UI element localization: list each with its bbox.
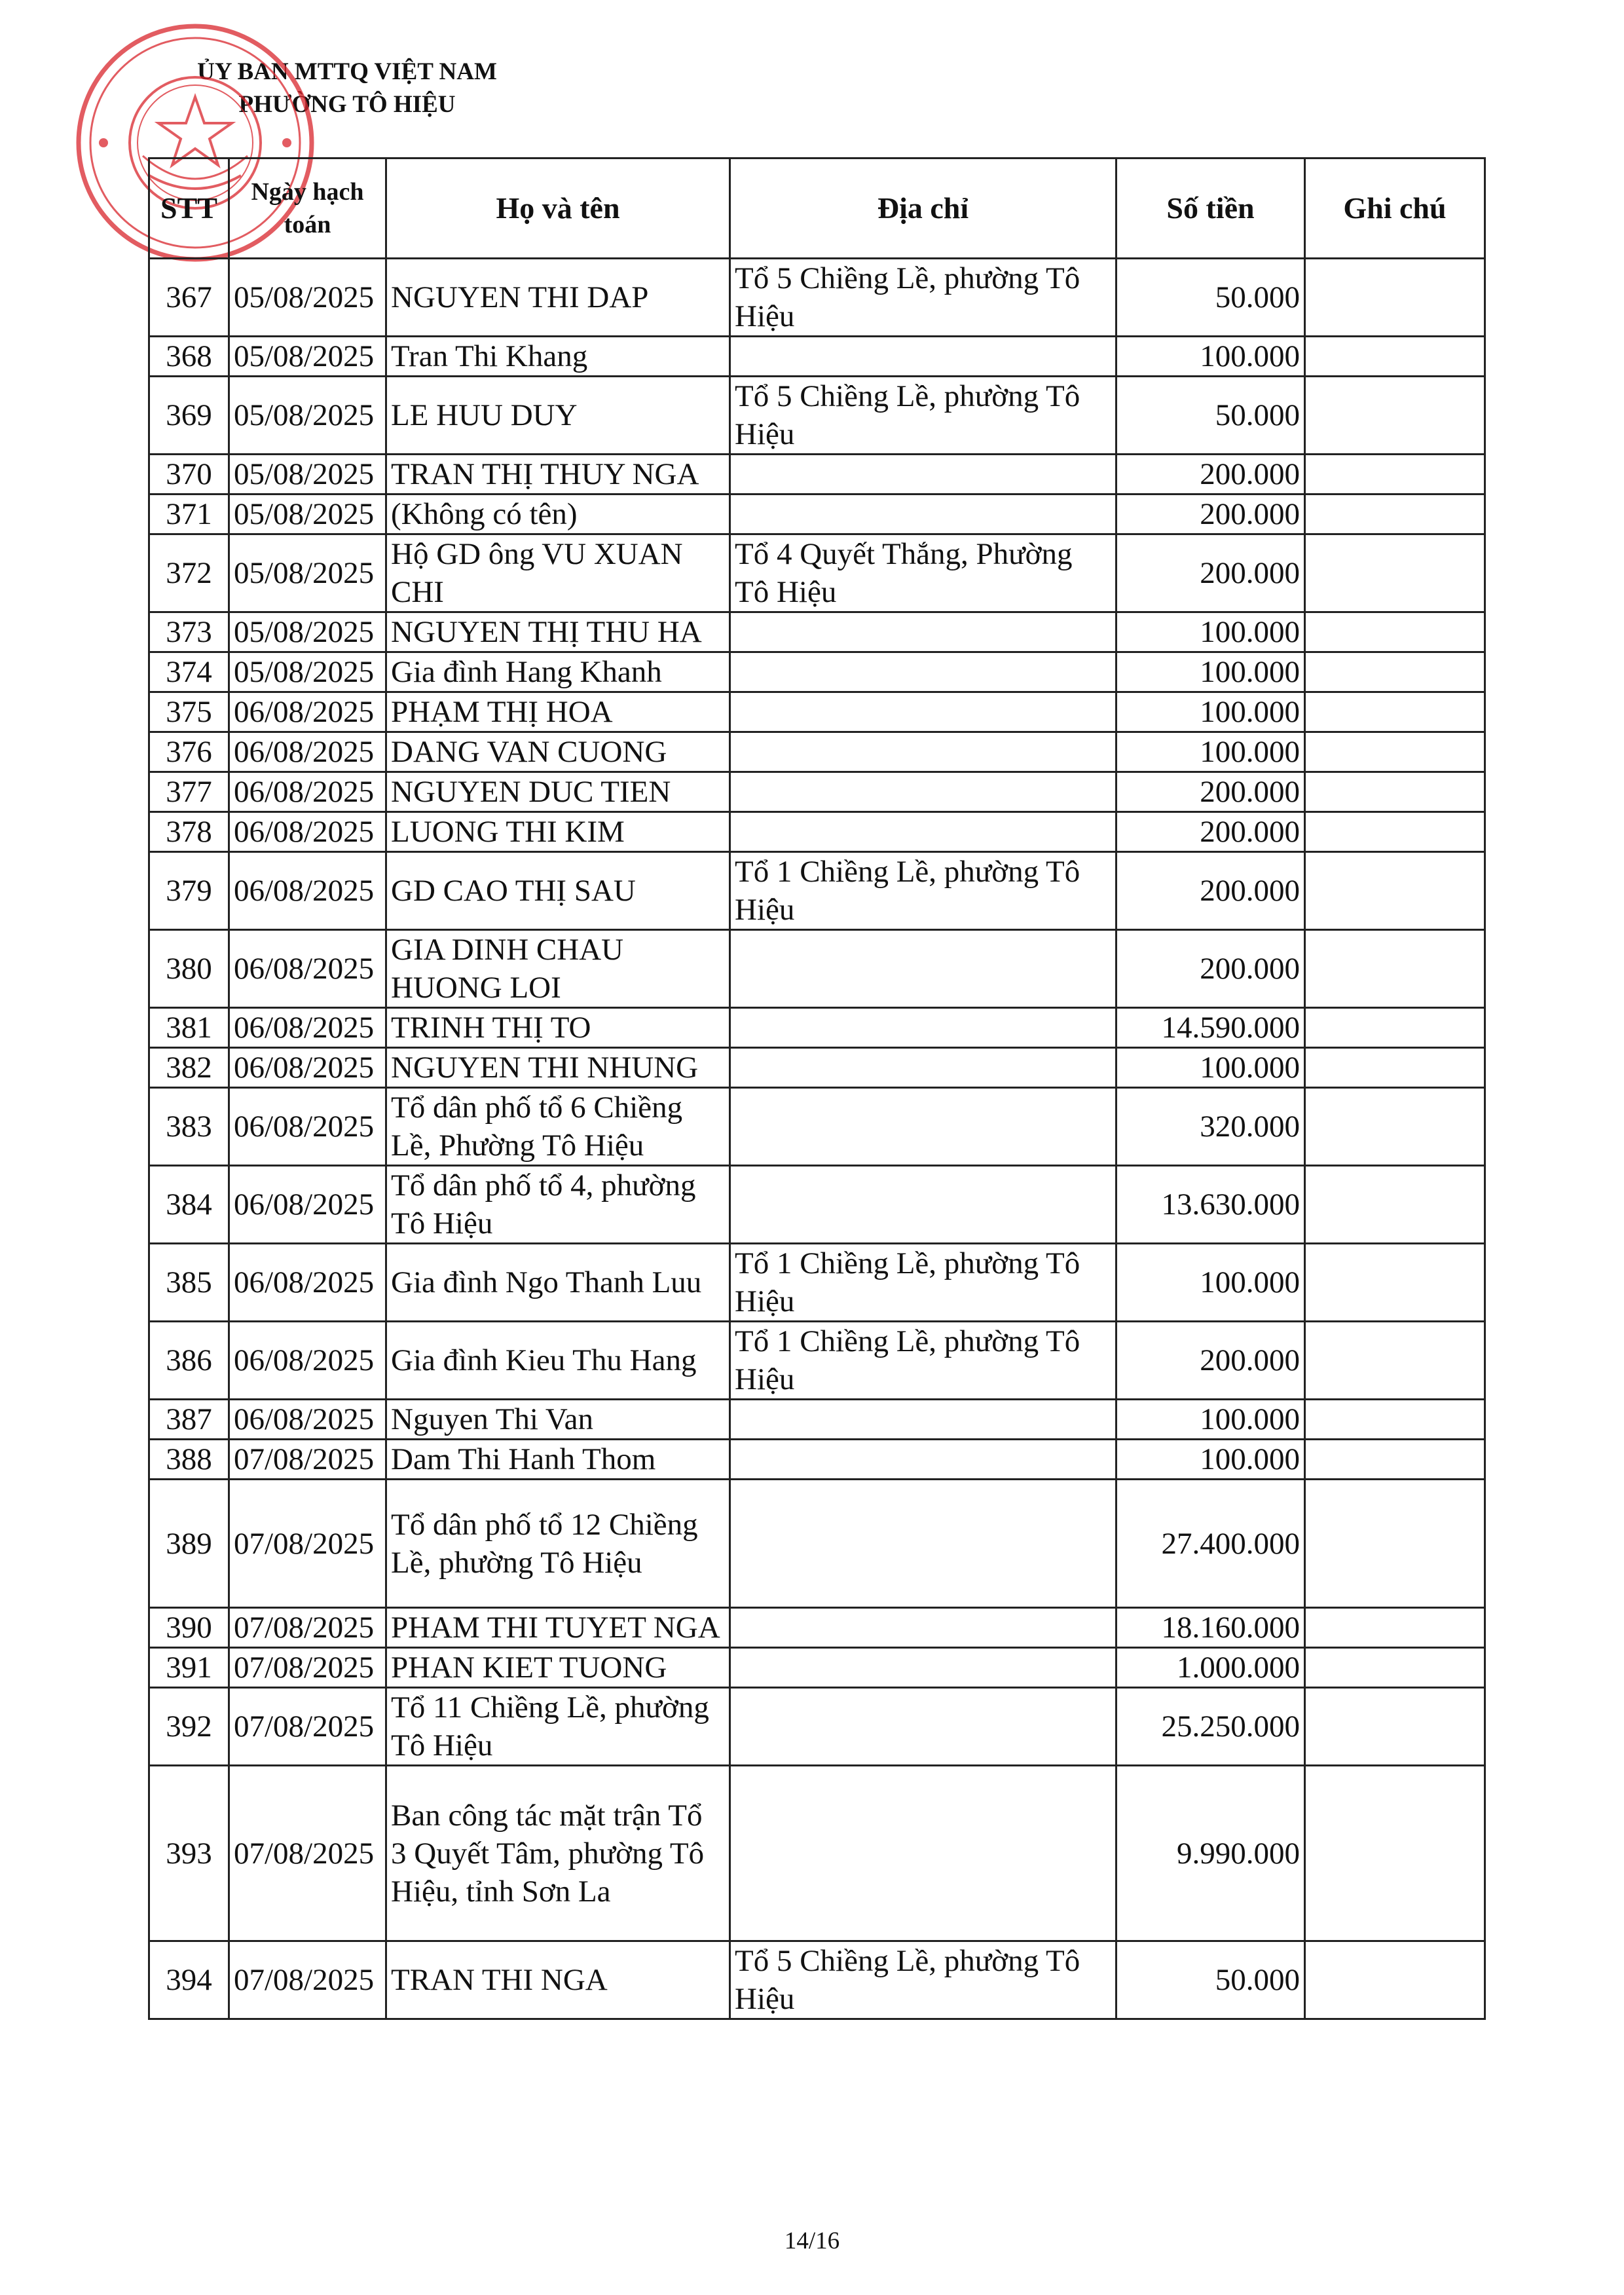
- date-cell: 05/08/2025: [229, 455, 386, 494]
- note-cell: [1305, 1480, 1485, 1608]
- table-row: [149, 612, 1485, 652]
- date-cell: 05/08/2025: [229, 652, 386, 692]
- address-cell: [730, 1048, 1116, 1088]
- date-cell: 07/08/2025: [229, 1688, 386, 1766]
- stt-cell: 388: [149, 1440, 229, 1480]
- name-cell: Ban công tác mặt trận Tổ 3 Quyết Tâm, phường Tô Hiệu, tỉnh Sơn La: [386, 1766, 730, 1941]
- amount-cell: 200.000: [1116, 812, 1305, 852]
- stt-cell: 392: [149, 1688, 229, 1766]
- address-cell: [730, 1008, 1116, 1048]
- column-header-date: Ngày hạch toán: [229, 159, 386, 259]
- address-cell: [730, 1688, 1116, 1766]
- column-header-amount: Số tiền: [1116, 159, 1305, 259]
- address-cell: [730, 1608, 1116, 1648]
- table-row: [149, 1244, 1485, 1322]
- amount-cell: 50.000: [1116, 259, 1305, 337]
- stt-cell: 370: [149, 455, 229, 494]
- table-row: [149, 1941, 1485, 2019]
- amount-cell: 50.000: [1116, 377, 1305, 455]
- stt-cell: 391: [149, 1648, 229, 1688]
- stt-cell: 367: [149, 259, 229, 337]
- date-cell: 06/08/2025: [229, 732, 386, 772]
- column-header-name: Họ và tên: [386, 159, 730, 259]
- note-cell: [1305, 1048, 1485, 1088]
- amount-cell: 100.000: [1116, 1244, 1305, 1322]
- date-cell: 07/08/2025: [229, 1766, 386, 1941]
- name-cell: Tổ dân phố tổ 4, phường Tô Hiệu: [386, 1166, 730, 1244]
- name-cell: TRINH THỊ TO: [386, 1008, 730, 1048]
- note-cell: [1305, 1166, 1485, 1244]
- date-cell: 06/08/2025: [229, 1008, 386, 1048]
- address-cell: [730, 1400, 1116, 1440]
- table-row: [149, 652, 1485, 692]
- amount-cell: 200.000: [1116, 1322, 1305, 1400]
- stt-cell: 378: [149, 812, 229, 852]
- amount-cell: 100.000: [1116, 1048, 1305, 1088]
- address-cell: [730, 1480, 1116, 1608]
- date-cell: 06/08/2025: [229, 1048, 386, 1088]
- stt-cell: 375: [149, 692, 229, 732]
- stt-cell: 368: [149, 337, 229, 377]
- table-row: [149, 812, 1485, 852]
- address-cell: [730, 494, 1116, 534]
- name-cell: NGUYEN THI DAP: [386, 259, 730, 337]
- name-cell: PHAM THI TUYET NGA: [386, 1608, 730, 1648]
- address-cell: [730, 1648, 1116, 1688]
- amount-cell: 100.000: [1116, 1400, 1305, 1440]
- table-row: [149, 852, 1485, 930]
- amount-cell: 100.000: [1116, 1440, 1305, 1480]
- name-cell: DANG VAN CUONG: [386, 732, 730, 772]
- name-cell: Gia đình Ngo Thanh Luu: [386, 1244, 730, 1322]
- stt-cell: 383: [149, 1088, 229, 1166]
- amount-cell: 27.400.000: [1116, 1480, 1305, 1608]
- address-cell: Tổ 4 Quyết Thắng, Phường Tô Hiệu: [730, 534, 1116, 612]
- address-cell: [730, 1440, 1116, 1480]
- amount-cell: 320.000: [1116, 1088, 1305, 1166]
- stt-cell: 384: [149, 1166, 229, 1244]
- date-cell: 06/08/2025: [229, 772, 386, 812]
- address-cell: [730, 1766, 1116, 1941]
- name-cell: GD CAO THỊ SAU: [386, 852, 730, 930]
- table-header-row: [149, 159, 1485, 259]
- note-cell: [1305, 377, 1485, 455]
- note-cell: [1305, 612, 1485, 652]
- stt-cell: 385: [149, 1244, 229, 1322]
- address-cell: Tổ 1 Chiềng Lề, phường Tô Hiệu: [730, 1322, 1116, 1400]
- name-cell: PHẠM THỊ HOA: [386, 692, 730, 732]
- date-cell: 05/08/2025: [229, 259, 386, 337]
- date-cell: 05/08/2025: [229, 337, 386, 377]
- table-row: [149, 1400, 1485, 1440]
- date-cell: 05/08/2025: [229, 494, 386, 534]
- column-header-stt: STT: [149, 159, 229, 259]
- address-cell: Tổ 1 Chiềng Lề, phường Tô Hiệu: [730, 1244, 1116, 1322]
- note-cell: [1305, 1088, 1485, 1166]
- address-cell: [730, 455, 1116, 494]
- note-cell: [1305, 1766, 1485, 1941]
- note-cell: [1305, 852, 1485, 930]
- table-row: [149, 534, 1485, 612]
- table-row: [149, 930, 1485, 1008]
- stt-cell: 376: [149, 732, 229, 772]
- amount-cell: 200.000: [1116, 455, 1305, 494]
- stt-cell: 377: [149, 772, 229, 812]
- name-cell: Gia đình Hang Khanh: [386, 652, 730, 692]
- stt-cell: 369: [149, 377, 229, 455]
- table-row: [149, 1766, 1485, 1941]
- stt-cell: 374: [149, 652, 229, 692]
- name-cell: Hộ GD ông VU XUAN CHI: [386, 534, 730, 612]
- name-cell: NGUYEN THỊ THU HA: [386, 612, 730, 652]
- address-cell: Tổ 5 Chiềng Lề, phường Tô Hiệu: [730, 259, 1116, 337]
- stt-cell: 390: [149, 1608, 229, 1648]
- date-cell: 05/08/2025: [229, 377, 386, 455]
- note-cell: [1305, 259, 1485, 337]
- table-row: [149, 772, 1485, 812]
- amount-cell: 100.000: [1116, 612, 1305, 652]
- amount-cell: 100.000: [1116, 652, 1305, 692]
- stt-cell: 379: [149, 852, 229, 930]
- amount-cell: 200.000: [1116, 534, 1305, 612]
- address-cell: [730, 772, 1116, 812]
- stt-cell: 393: [149, 1766, 229, 1941]
- note-cell: [1305, 534, 1485, 612]
- amount-cell: 14.590.000: [1116, 1008, 1305, 1048]
- note-cell: [1305, 1244, 1485, 1322]
- note-cell: [1305, 1608, 1485, 1648]
- page-number: 14/16: [784, 2228, 840, 2254]
- table-row: [149, 1322, 1485, 1400]
- note-cell: [1305, 1440, 1485, 1480]
- address-cell: [730, 337, 1116, 377]
- date-cell: 05/08/2025: [229, 612, 386, 652]
- table-row: [149, 1048, 1485, 1088]
- column-header-address: Địa chỉ: [730, 159, 1116, 259]
- stt-cell: 394: [149, 1941, 229, 2019]
- name-cell: (Không có tên): [386, 494, 730, 534]
- amount-cell: 9.990.000: [1116, 1766, 1305, 1941]
- date-cell: 06/08/2025: [229, 1244, 386, 1322]
- table-row: [149, 377, 1485, 455]
- name-cell: PHAN KIET TUONG: [386, 1648, 730, 1688]
- org-name: ỦY BAN MTTQ VIỆT NAM: [197, 58, 497, 85]
- table-row: [149, 1608, 1485, 1648]
- amount-cell: 50.000: [1116, 1941, 1305, 2019]
- name-cell: NGUYEN DUC TIEN: [386, 772, 730, 812]
- table-row: [149, 692, 1485, 732]
- stt-cell: 381: [149, 1008, 229, 1048]
- stt-cell: 380: [149, 930, 229, 1008]
- date-cell: 05/08/2025: [229, 534, 386, 612]
- address-cell: [730, 1166, 1116, 1244]
- table-row: [149, 732, 1485, 772]
- date-cell: 06/08/2025: [229, 1400, 386, 1440]
- address-cell: [730, 812, 1116, 852]
- table-row: [149, 1648, 1485, 1688]
- stt-cell: 389: [149, 1480, 229, 1608]
- table-row: [149, 1088, 1485, 1166]
- name-cell: Dam Thi Hanh Thom: [386, 1440, 730, 1480]
- table-body: [149, 259, 1485, 2019]
- date-cell: 07/08/2025: [229, 1480, 386, 1608]
- name-cell: Tổ 11 Chiềng Lề, phường Tô Hiệu: [386, 1688, 730, 1766]
- note-cell: [1305, 732, 1485, 772]
- note-cell: [1305, 494, 1485, 534]
- date-cell: 06/08/2025: [229, 1166, 386, 1244]
- name-cell: LE HUU DUY: [386, 377, 730, 455]
- unit-name: PHƯỜNG TÔ HIỆU: [238, 91, 456, 118]
- address-cell: [730, 930, 1116, 1008]
- amount-cell: 100.000: [1116, 337, 1305, 377]
- amount-cell: 100.000: [1116, 692, 1305, 732]
- note-cell: [1305, 812, 1485, 852]
- name-cell: Tổ dân phố tổ 6 Chiềng Lề, Phường Tô Hiệu: [386, 1088, 730, 1166]
- date-cell: 06/08/2025: [229, 1322, 386, 1400]
- date-cell: 07/08/2025: [229, 1608, 386, 1648]
- amount-cell: 200.000: [1116, 772, 1305, 812]
- stt-cell: 371: [149, 494, 229, 534]
- name-cell: Tổ dân phố tổ 12 Chiềng Lề, phường Tô Hiệu: [386, 1480, 730, 1608]
- date-cell: 06/08/2025: [229, 812, 386, 852]
- amount-cell: 13.630.000: [1116, 1166, 1305, 1244]
- name-cell: TRAN THI NGA: [386, 1941, 730, 2019]
- amount-cell: 200.000: [1116, 852, 1305, 930]
- date-cell: 06/08/2025: [229, 692, 386, 732]
- amount-cell: 100.000: [1116, 732, 1305, 772]
- name-cell: LUONG THI KIM: [386, 812, 730, 852]
- note-cell: [1305, 772, 1485, 812]
- table-row: [149, 1008, 1485, 1048]
- stt-cell: 387: [149, 1400, 229, 1440]
- stt-cell: 373: [149, 612, 229, 652]
- amount-cell: 200.000: [1116, 930, 1305, 1008]
- note-cell: [1305, 337, 1485, 377]
- note-cell: [1305, 1008, 1485, 1048]
- donation-ledger-table: [148, 157, 1486, 2020]
- table-row: [149, 1688, 1485, 1766]
- table-row: [149, 337, 1485, 377]
- address-cell: [730, 612, 1116, 652]
- note-cell: [1305, 1322, 1485, 1400]
- note-cell: [1305, 1688, 1485, 1766]
- note-cell: [1305, 1400, 1485, 1440]
- address-cell: [730, 692, 1116, 732]
- note-cell: [1305, 1941, 1485, 2019]
- date-cell: 06/08/2025: [229, 930, 386, 1008]
- date-cell: 06/08/2025: [229, 1088, 386, 1166]
- note-cell: [1305, 692, 1485, 732]
- stt-cell: 372: [149, 534, 229, 612]
- stt-cell: 382: [149, 1048, 229, 1088]
- date-cell: 07/08/2025: [229, 1941, 386, 2019]
- note-cell: [1305, 1648, 1485, 1688]
- date-cell: 07/08/2025: [229, 1440, 386, 1480]
- address-cell: Tổ 5 Chiềng Lề, phường Tô Hiệu: [730, 377, 1116, 455]
- table-row: [149, 1480, 1485, 1608]
- amount-cell: 1.000.000: [1116, 1648, 1305, 1688]
- date-cell: 06/08/2025: [229, 852, 386, 930]
- name-cell: Nguyen Thi Van: [386, 1400, 730, 1440]
- address-cell: Tổ 1 Chiềng Lề, phường Tô Hiệu: [730, 852, 1116, 930]
- date-cell: 07/08/2025: [229, 1648, 386, 1688]
- name-cell: Tran Thi Khang: [386, 337, 730, 377]
- table-row: [149, 1166, 1485, 1244]
- column-header-note: Ghi chú: [1305, 159, 1485, 259]
- stt-cell: 386: [149, 1322, 229, 1400]
- note-cell: [1305, 652, 1485, 692]
- table-row: [149, 259, 1485, 337]
- amount-cell: 25.250.000: [1116, 1688, 1305, 1766]
- table-row: [149, 455, 1485, 494]
- address-cell: [730, 652, 1116, 692]
- name-cell: TRAN THỊ THUY NGA: [386, 455, 730, 494]
- name-cell: Gia đình Kieu Thu Hang: [386, 1322, 730, 1400]
- note-cell: [1305, 930, 1485, 1008]
- table-row: [149, 1440, 1485, 1480]
- address-cell: Tổ 5 Chiềng Lề, phường Tô Hiệu: [730, 1941, 1116, 2019]
- amount-cell: 18.160.000: [1116, 1608, 1305, 1648]
- name-cell: GIA DINH CHAU HUONG LOI: [386, 930, 730, 1008]
- address-cell: [730, 1088, 1116, 1166]
- amount-cell: 200.000: [1116, 494, 1305, 534]
- address-cell: [730, 732, 1116, 772]
- name-cell: NGUYEN THI NHUNG: [386, 1048, 730, 1088]
- note-cell: [1305, 455, 1485, 494]
- table-row: [149, 494, 1485, 534]
